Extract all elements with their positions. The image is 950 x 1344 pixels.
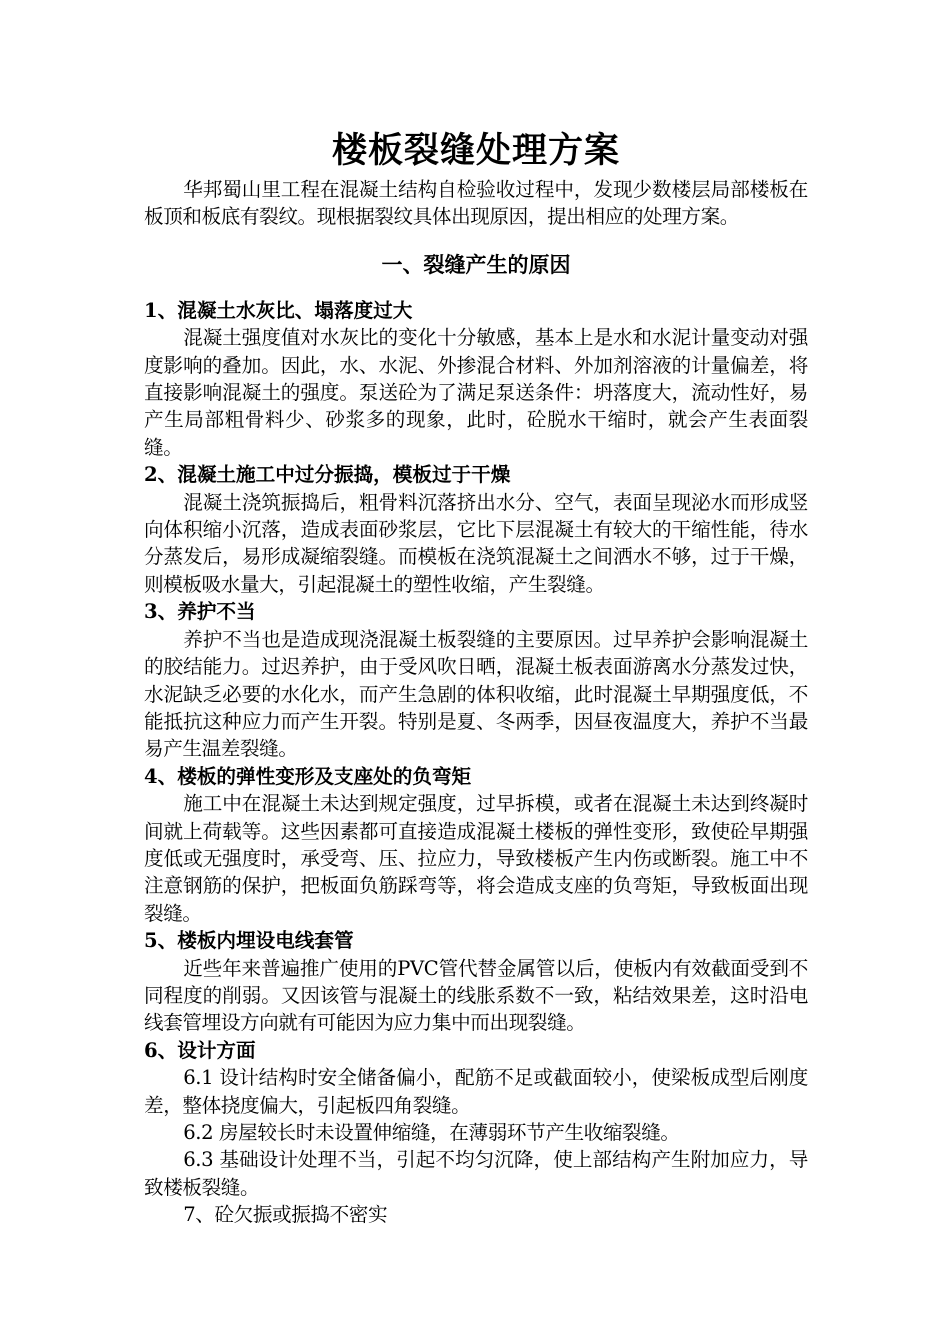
cause-7-heading: 7、砼欠振或振捣不密实 — [183, 1203, 388, 1227]
cause-2 — [144, 461, 808, 598]
cause-body: 混凝土强度值对水灰比的变化十分敏感，基本上是水和水泥计量变动对强度影响的叠加。因此，水、水泥、外掺混合材料、外加剂溶液的计量偏差，将直接影响混凝土的强度。泵送砼为了满足泵送条件：坍落度大，流动性好，易产生局部粗骨料少、砂浆多的现象，此时，砼脱水干缩时，就会产生表面裂缝。 — [144, 326, 808, 459]
document-page — [144, 126, 808, 1229]
document-title: 楼板裂缝处理方案 — [331, 130, 620, 171]
design-item: 6.3 基础设计处理不当，引起不均匀沉降，使上部结构产生附加应力，导致楼板裂缝。 — [144, 1148, 808, 1199]
design-item: 6.2 房屋较长时未设置伸缩缝，在薄弱环节产生收缩裂缝。 — [183, 1121, 680, 1144]
design-item: 6.1 设计结构时安全储备偏小，配筋不足或截面较小，使梁板成型后刚度差，整体挠度偏大，引起板四角裂缝。 — [144, 1066, 808, 1117]
cause-3 — [144, 598, 808, 762]
cause-heading: 2、混凝土施工中过分振捣，模板过于干燥 — [144, 463, 511, 487]
cause-4 — [144, 763, 808, 927]
cause-heading: 6、设计方面 — [144, 1038, 256, 1062]
cause-body: 施工中在混凝土未达到规定强度，过早拆模，或者在混凝土未达到终凝时间就上荷载等。这些因素都可直接造成混凝土楼板的弹性变形，致使砼早期强度低或无强度时，承受弯、压、拉应力，导致楼板产生内伤或断裂。施工中不注意钢筋的保护，把板面负筋踩弯等，将会造成支座的负弯矩，导致板面出现裂缝。 — [144, 792, 808, 925]
cause-heading: 5、楼板内埋设电线套管 — [144, 929, 354, 953]
cause-5 — [144, 927, 808, 1037]
intro-paragraph: 华邦蜀山里工程在混凝土结构自检验收过程中，发现少数楼层局部楼板在板顶和板底有裂纹。现根据裂纹具体出现原因，提出相应的处理方案。 — [144, 178, 808, 229]
cause-heading: 1、混凝土水灰比、塌落度过大 — [144, 298, 413, 322]
cause-body: 养护不当也是造成现浇混凝土板裂缝的主要原因。过早养护会影响混凝土的胶结能力。过迟养护，由于受风吹日晒，混凝土板表面游离水分蒸发过快，水泥缺乏必要的水化水，而产生急剧的体积收缩，此时混凝土早期强度低，不能抵抗这种应力而产生开裂。特别是夏、冬两季，因昼夜温度大，养护不当最易产生温差裂缝。 — [144, 627, 808, 761]
cause-heading: 3、养护不当 — [144, 600, 256, 624]
cause-heading: 4、楼板的弹性变形及支座处的负弯矩 — [144, 764, 472, 788]
cause-body: 混凝土浇筑振捣后，粗骨料沉落挤出水分、空气，表面呈现泌水而形成竖向体积缩小沉落，造成表面砂浆层，它比下层混凝土有较大的干缩性能，待水分蒸发后，易形成凝缩裂缝。而模板在浇筑混凝土之间洒水不够，过于干燥，则模板吸水量大，引起混凝土的塑性收缩，产生裂缝。 — [144, 490, 808, 596]
cause-6 — [144, 1037, 808, 1229]
section-title-causes: 一、裂缝产生的原因 — [381, 251, 571, 277]
cause-1 — [144, 297, 808, 461]
cause-body: 近些年来普遍推广使用的PVC管代替金属管以后，使板内有效截面受到不同程度的削弱。又因该管与混凝土的线胀系数不一致，粘结效果差，这时沿电线套管埋设方向就有可能因为应力集中而出现裂缝。 — [144, 956, 808, 1035]
